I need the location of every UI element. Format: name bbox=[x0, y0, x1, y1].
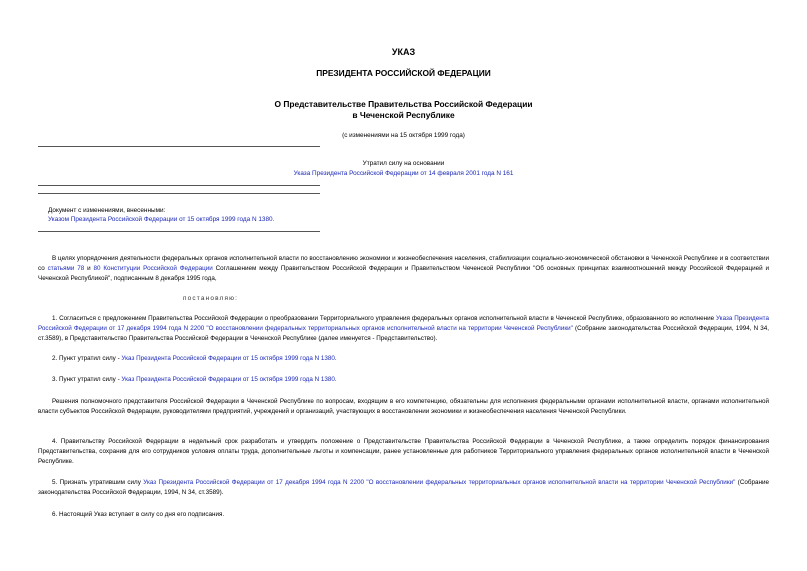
item-2-paragraph bbox=[38, 354, 769, 364]
item-3-paragraph bbox=[38, 375, 769, 385]
item-1-paragraph bbox=[38, 314, 769, 345]
preamble-text: и bbox=[84, 265, 94, 273]
constitution-article-78-link[interactable]: статьями 78 bbox=[47, 265, 85, 273]
decree-word: постановляю: bbox=[183, 295, 239, 302]
divider bbox=[38, 231, 320, 232]
repealed-label: Утратил силу на основании bbox=[362, 160, 445, 167]
item-3-text: 3. Пункт утратил силу - bbox=[52, 376, 122, 383]
changes-link[interactable]: Указом Президента Российской Федерации от 15 октября 1999 года N 1380. bbox=[48, 216, 275, 223]
divider bbox=[38, 193, 320, 194]
amendments-note: (с изменениями на 15 октября 1999 года) bbox=[342, 132, 465, 139]
item-1-text: (Собрание законодательства Российской Федерации, 1994, N 34, ст.3589), в Представительство Правительства Российской Федерации в Чеченской Республике (далее именуется - Представительство). bbox=[38, 325, 770, 343]
item-5-text: (Собрание законодательства Российской Федерации, 1994, N 34, ст.3589). bbox=[38, 479, 769, 497]
document-title: УКАЗ bbox=[391, 47, 416, 57]
preamble-text: Соглашением между Правительством Российской Федерации и Правительством Чеченской Республики "Об основных принципах взаимоотношений между Российской Федерацией и Чеченской Республикой", подписанным 8 декабря 1995 года, bbox=[38, 265, 769, 283]
decree-2200-link[interactable]: Указа Президента Российской Федерации от 17 декабря 1994 года N 2200 "О восстановлении федеральных территориальных органов исполнительной власти на территории Чеченской Республики" bbox=[38, 315, 769, 333]
divider bbox=[38, 146, 320, 147]
document-issuer: ПРЕЗИДЕНТА РОССИЙСКОЙ ФЕДЕРАЦИИ bbox=[316, 68, 491, 78]
item-6-paragraph: 6. Настоящий Указ вступает в силу со дня его подписания. bbox=[52, 511, 225, 518]
repealed-link-row bbox=[0, 169, 807, 178]
preamble-paragraph bbox=[38, 254, 769, 285]
item-3b-paragraph: Решения полномочного представителя Российской Федерации в Чеченской Республике по вопросам, входящим в его компетенцию, обязательны для исполнения федеральными органами исполнительной власти, органами исполнительной власти субъектов Российской Федерации, руководителями предприятий, учреждений и организаций, участвующих в восстановлении экономики и жизнеобеспечения населения Чеченской Республики. bbox=[38, 398, 769, 416]
constitution-article-80-link[interactable]: 80 Конституции Российской Федерации bbox=[93, 265, 213, 273]
item-2-text: 2. Пункт утратил силу - bbox=[52, 355, 122, 362]
decree-1380-link[interactable]: Указ Президента Российской Федерации от 15 октября 1999 года N 1380 bbox=[121, 376, 335, 383]
item-4-paragraph: 4. Правительству Российской Федерации в недельный срок разработать и утвердить положение о Представительстве Правительства Российской Федерации в Чеченской Республике, а также определить порядок финансирования Представительства, сохранив для его сотрудников условия оплаты труда, дополнительные льготы и компенсации, ранее установленные для работников Территориального управления федеральных органов исполнительной власти в Чеченской Республике. bbox=[38, 438, 769, 466]
item-5-text: 5. Признать утратившим силу bbox=[52, 479, 144, 486]
changes-label: Документ с изменениями, внесенными: bbox=[48, 207, 166, 214]
item-3-period: . bbox=[334, 376, 337, 383]
document-heading-line1: О Представительстве Правительства Российской Федерации bbox=[274, 99, 533, 109]
item-5-paragraph bbox=[38, 478, 769, 498]
item-1-text: 1. Согласиться с предложением Правительства Российской Федерации о преобразовании Территориального управления федеральных органов исполнительной власти в Чеченской Республике, образованного во исполнение bbox=[52, 315, 716, 322]
changes-link-row bbox=[48, 215, 274, 224]
decree-2200-link[interactable]: Указ Президента Российской Федерации от 17 декабря 1994 года N 2200 "О восстановлении федеральных территориальных органов исполнительной власти на территории Чеченской Республики" bbox=[143, 479, 736, 486]
decree-1380-link[interactable]: Указ Президента Российской Федерации от 15 октября 1999 года N 1380 bbox=[121, 355, 335, 362]
repealed-by-link[interactable]: Указа Президента Российской Федерации от 14 февраля 2001 года N 161 bbox=[293, 170, 514, 177]
divider bbox=[38, 185, 320, 186]
document-heading-line2: в Чеченской Республике bbox=[352, 110, 455, 120]
item-2-period: . bbox=[334, 355, 337, 362]
preamble-text: В целях упорядочения деятельности федеральных органов исполнительной власти по восстановлению экономики и жизнеобеспечения населения, стабилизации социально-экономической обстановки в Чеченской Республике и в соответствии со bbox=[38, 255, 769, 273]
